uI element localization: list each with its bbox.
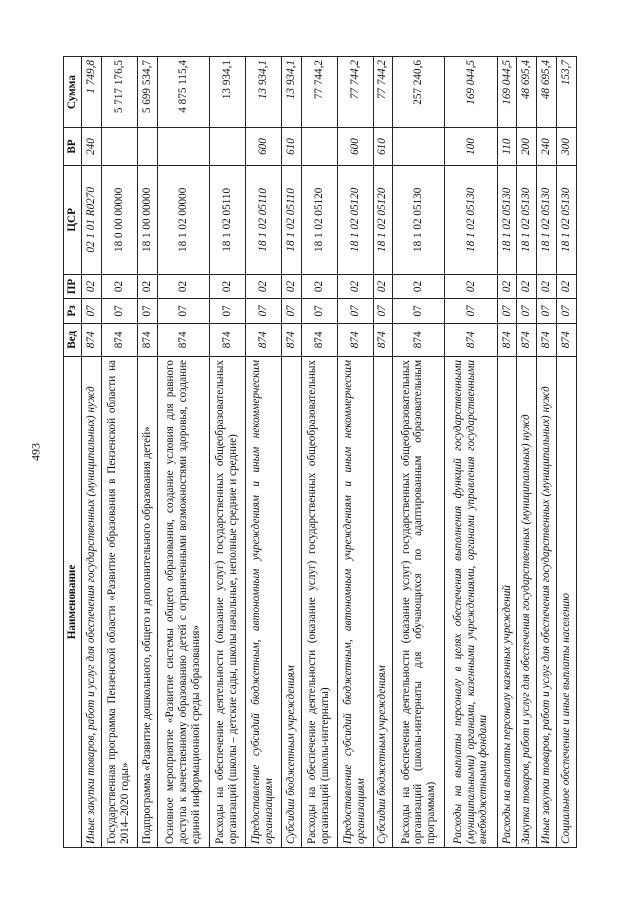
name-cell: Социальное обеспечение и иные выплаты населению <box>557 356 577 847</box>
ved-cell: 874 <box>245 323 281 356</box>
pr-cell: 02 <box>537 274 557 298</box>
ved-cell: 874 <box>557 323 577 356</box>
rz-cell: 07 <box>137 299 157 323</box>
table-row <box>557 57 577 848</box>
sum-cell: 13 934,1 <box>209 57 245 128</box>
ved-cell: 874 <box>537 323 557 356</box>
pr-cell: 02 <box>82 274 102 298</box>
rz-cell: 07 <box>517 299 537 323</box>
header-vr: ВР <box>64 128 82 166</box>
table-row <box>537 57 557 848</box>
csr-cell: 18 1 02 05130 <box>497 165 517 274</box>
table-row <box>137 57 157 848</box>
name-cell: Иные закупки товаров, работ и услуг для обеспечения государственных (муниципальных) нужд <box>82 356 102 847</box>
sum-cell: 169 044,5 <box>445 57 497 128</box>
csr-cell: 18 1 02 05120 <box>337 165 373 274</box>
rz-cell: 07 <box>373 299 393 323</box>
ved-cell: 874 <box>209 323 245 356</box>
vr-cell: 600 <box>245 128 281 166</box>
rz-cell: 07 <box>301 299 337 323</box>
name-cell: Расходы на обеспечение деятельности (оказание услуг) государственных общеобразовательных организаций (школы – детские сады, школы начальные, неполные средние и средние) <box>209 356 245 847</box>
pr-cell: 02 <box>301 274 337 298</box>
header-sum: Сумма <box>64 57 82 128</box>
table-row <box>157 57 209 848</box>
ved-cell: 874 <box>393 323 445 356</box>
table-row <box>393 57 445 848</box>
name-cell: Основное мероприятие «Развитие системы общего образования, создание условия для равного доступа к качественному образованию детей с ограниченными возможностями здоровья, создание единой информационной среды образования» <box>157 356 209 847</box>
name-cell: Субсидии бюджетным учреждениям <box>281 356 301 847</box>
table-row <box>373 57 393 848</box>
table-row <box>337 57 373 848</box>
name-cell: Субсидии бюджетным учреждениям <box>373 356 393 847</box>
csr-cell: 18 1 00 00000 <box>137 165 157 274</box>
csr-cell: 18 1 02 05130 <box>557 165 577 274</box>
rotated-page-content <box>63 56 577 848</box>
pr-cell: 02 <box>445 274 497 298</box>
csr-cell: 18 1 02 05130 <box>537 165 557 274</box>
vr-cell: 110 <box>497 128 517 166</box>
rz-cell: 07 <box>101 299 137 323</box>
csr-cell: 02 1 01 R0270 <box>82 165 102 274</box>
rz-cell: 07 <box>209 299 245 323</box>
vr-cell: 600 <box>337 128 373 166</box>
vr-cell: 240 <box>537 128 557 166</box>
sum-cell: 5 717 176,5 <box>101 57 137 128</box>
pr-cell: 02 <box>373 274 393 298</box>
name-cell: Закупка товаров, работ и услуг для обеспечения государственных (муниципальных) нужд <box>517 356 537 847</box>
table-row <box>209 57 245 848</box>
name-cell: Государственная программа Пензенской области «Развитие образования в Пензенской области на 2014–2020 годы» <box>101 356 137 847</box>
header-csr: ЦСР <box>64 165 82 274</box>
name-cell: Расходы на обеспечение деятельности (оказание услуг) государственных общеобразовательных организаций (школы-интернаты) <box>301 356 337 847</box>
table-row <box>82 57 102 848</box>
name-cell: Подпрограмма «Развитие дошкольного, общего и дополнительного образования детей» <box>137 356 157 847</box>
name-cell: Расходы на обеспечение деятельности (оказание услуг) государственных общеобразовательных организаций (школы-интернаты для обучающихся по адаптированным образовательным программам) <box>393 356 445 847</box>
pr-cell: 02 <box>337 274 373 298</box>
csr-cell: 18 0 00 00000 <box>101 165 137 274</box>
rz-cell: 07 <box>445 299 497 323</box>
rz-cell: 07 <box>281 299 301 323</box>
csr-cell: 18 1 02 05120 <box>301 165 337 274</box>
pr-cell: 02 <box>517 274 537 298</box>
table-row <box>445 57 497 848</box>
vr-cell: 300 <box>557 128 577 166</box>
pr-cell: 02 <box>137 274 157 298</box>
sum-cell: 77 744,2 <box>337 57 373 128</box>
pr-cell: 02 <box>209 274 245 298</box>
header-ved: Вед <box>64 323 82 356</box>
pr-cell: 02 <box>497 274 517 298</box>
vr-cell <box>209 128 245 166</box>
vr-cell <box>137 128 157 166</box>
sum-cell: 48 695,4 <box>517 57 537 128</box>
pr-cell: 02 <box>281 274 301 298</box>
table-row <box>301 57 337 848</box>
ved-cell: 874 <box>301 323 337 356</box>
page-number: 493 <box>28 443 43 461</box>
rz-cell: 07 <box>337 299 373 323</box>
name-cell: Расходы на выплаты персоналу в целях обеспечения выполнения функций государственными (муниципальными) органами, казенными учреждениями, органами управления государственными внебюджетными фондами <box>445 356 497 847</box>
sum-cell: 5 699 534,7 <box>137 57 157 128</box>
ved-cell: 874 <box>517 323 537 356</box>
sum-cell: 1 749,8 <box>82 57 102 128</box>
csr-cell: 18 1 02 05120 <box>373 165 393 274</box>
table-row <box>245 57 281 848</box>
sum-cell: 4 875 115,4 <box>157 57 209 128</box>
table-row <box>517 57 537 848</box>
header-rz: Рз <box>64 299 82 323</box>
csr-cell: 18 1 02 05130 <box>517 165 537 274</box>
csr-cell: 18 1 02 05130 <box>445 165 497 274</box>
ved-cell: 874 <box>101 323 137 356</box>
budget-table <box>63 56 577 848</box>
pr-cell: 02 <box>245 274 281 298</box>
table-header-row <box>64 57 82 848</box>
header-name: Наименование <box>64 356 82 847</box>
sum-cell: 13 934,1 <box>281 57 301 128</box>
sum-cell: 169 044,5 <box>497 57 517 128</box>
ved-cell: 874 <box>337 323 373 356</box>
vr-cell <box>301 128 337 166</box>
vr-cell: 200 <box>517 128 537 166</box>
sum-cell: 77 744,2 <box>373 57 393 128</box>
vr-cell: 610 <box>281 128 301 166</box>
table-row <box>101 57 137 848</box>
sum-cell: 153,7 <box>557 57 577 128</box>
name-cell: Расходы на выплаты персоналу казенных учреждений <box>497 356 517 847</box>
header-pr: ПР <box>64 274 82 298</box>
sum-cell: 77 744,2 <box>301 57 337 128</box>
ved-cell: 874 <box>445 323 497 356</box>
name-cell: Иные закупки товаров, работ и услуг для обеспечения государственных (муниципальных) нужд <box>537 356 557 847</box>
pr-cell: 02 <box>557 274 577 298</box>
vr-cell <box>157 128 209 166</box>
vr-cell: 100 <box>445 128 497 166</box>
rz-cell: 07 <box>497 299 517 323</box>
pr-cell: 02 <box>393 274 445 298</box>
vr-cell: 610 <box>373 128 393 166</box>
table-row <box>497 57 517 848</box>
csr-cell: 18 1 02 05130 <box>393 165 445 274</box>
table-body <box>82 57 577 848</box>
csr-cell: 18 1 02 05110 <box>281 165 301 274</box>
csr-cell: 18 1 02 05110 <box>245 165 281 274</box>
csr-cell: 18 1 02 00000 <box>157 165 209 274</box>
rz-cell: 07 <box>393 299 445 323</box>
ved-cell: 874 <box>281 323 301 356</box>
vr-cell: 240 <box>82 128 102 166</box>
pr-cell: 02 <box>101 274 137 298</box>
rz-cell: 07 <box>537 299 557 323</box>
rz-cell: 07 <box>245 299 281 323</box>
rz-cell: 07 <box>157 299 209 323</box>
name-cell: Предоставление субсидий бюджетным, автономным учреждениям и иным некоммерческим организациям <box>337 356 373 847</box>
rz-cell: 07 <box>82 299 102 323</box>
ved-cell: 874 <box>497 323 517 356</box>
csr-cell: 18 1 02 05110 <box>209 165 245 274</box>
ved-cell: 874 <box>82 323 102 356</box>
pr-cell: 02 <box>157 274 209 298</box>
rz-cell: 07 <box>557 299 577 323</box>
sum-cell: 13 934,1 <box>245 57 281 128</box>
ved-cell: 874 <box>157 323 209 356</box>
vr-cell <box>101 128 137 166</box>
ved-cell: 874 <box>373 323 393 356</box>
vr-cell <box>393 128 445 166</box>
sum-cell: 48 695,4 <box>537 57 557 128</box>
name-cell: Предоставление субсидий бюджетным, автономным учреждениям и иным некоммерческим организациям <box>245 356 281 847</box>
sum-cell: 257 240,6 <box>393 57 445 128</box>
table-row <box>281 57 301 848</box>
ved-cell: 874 <box>137 323 157 356</box>
